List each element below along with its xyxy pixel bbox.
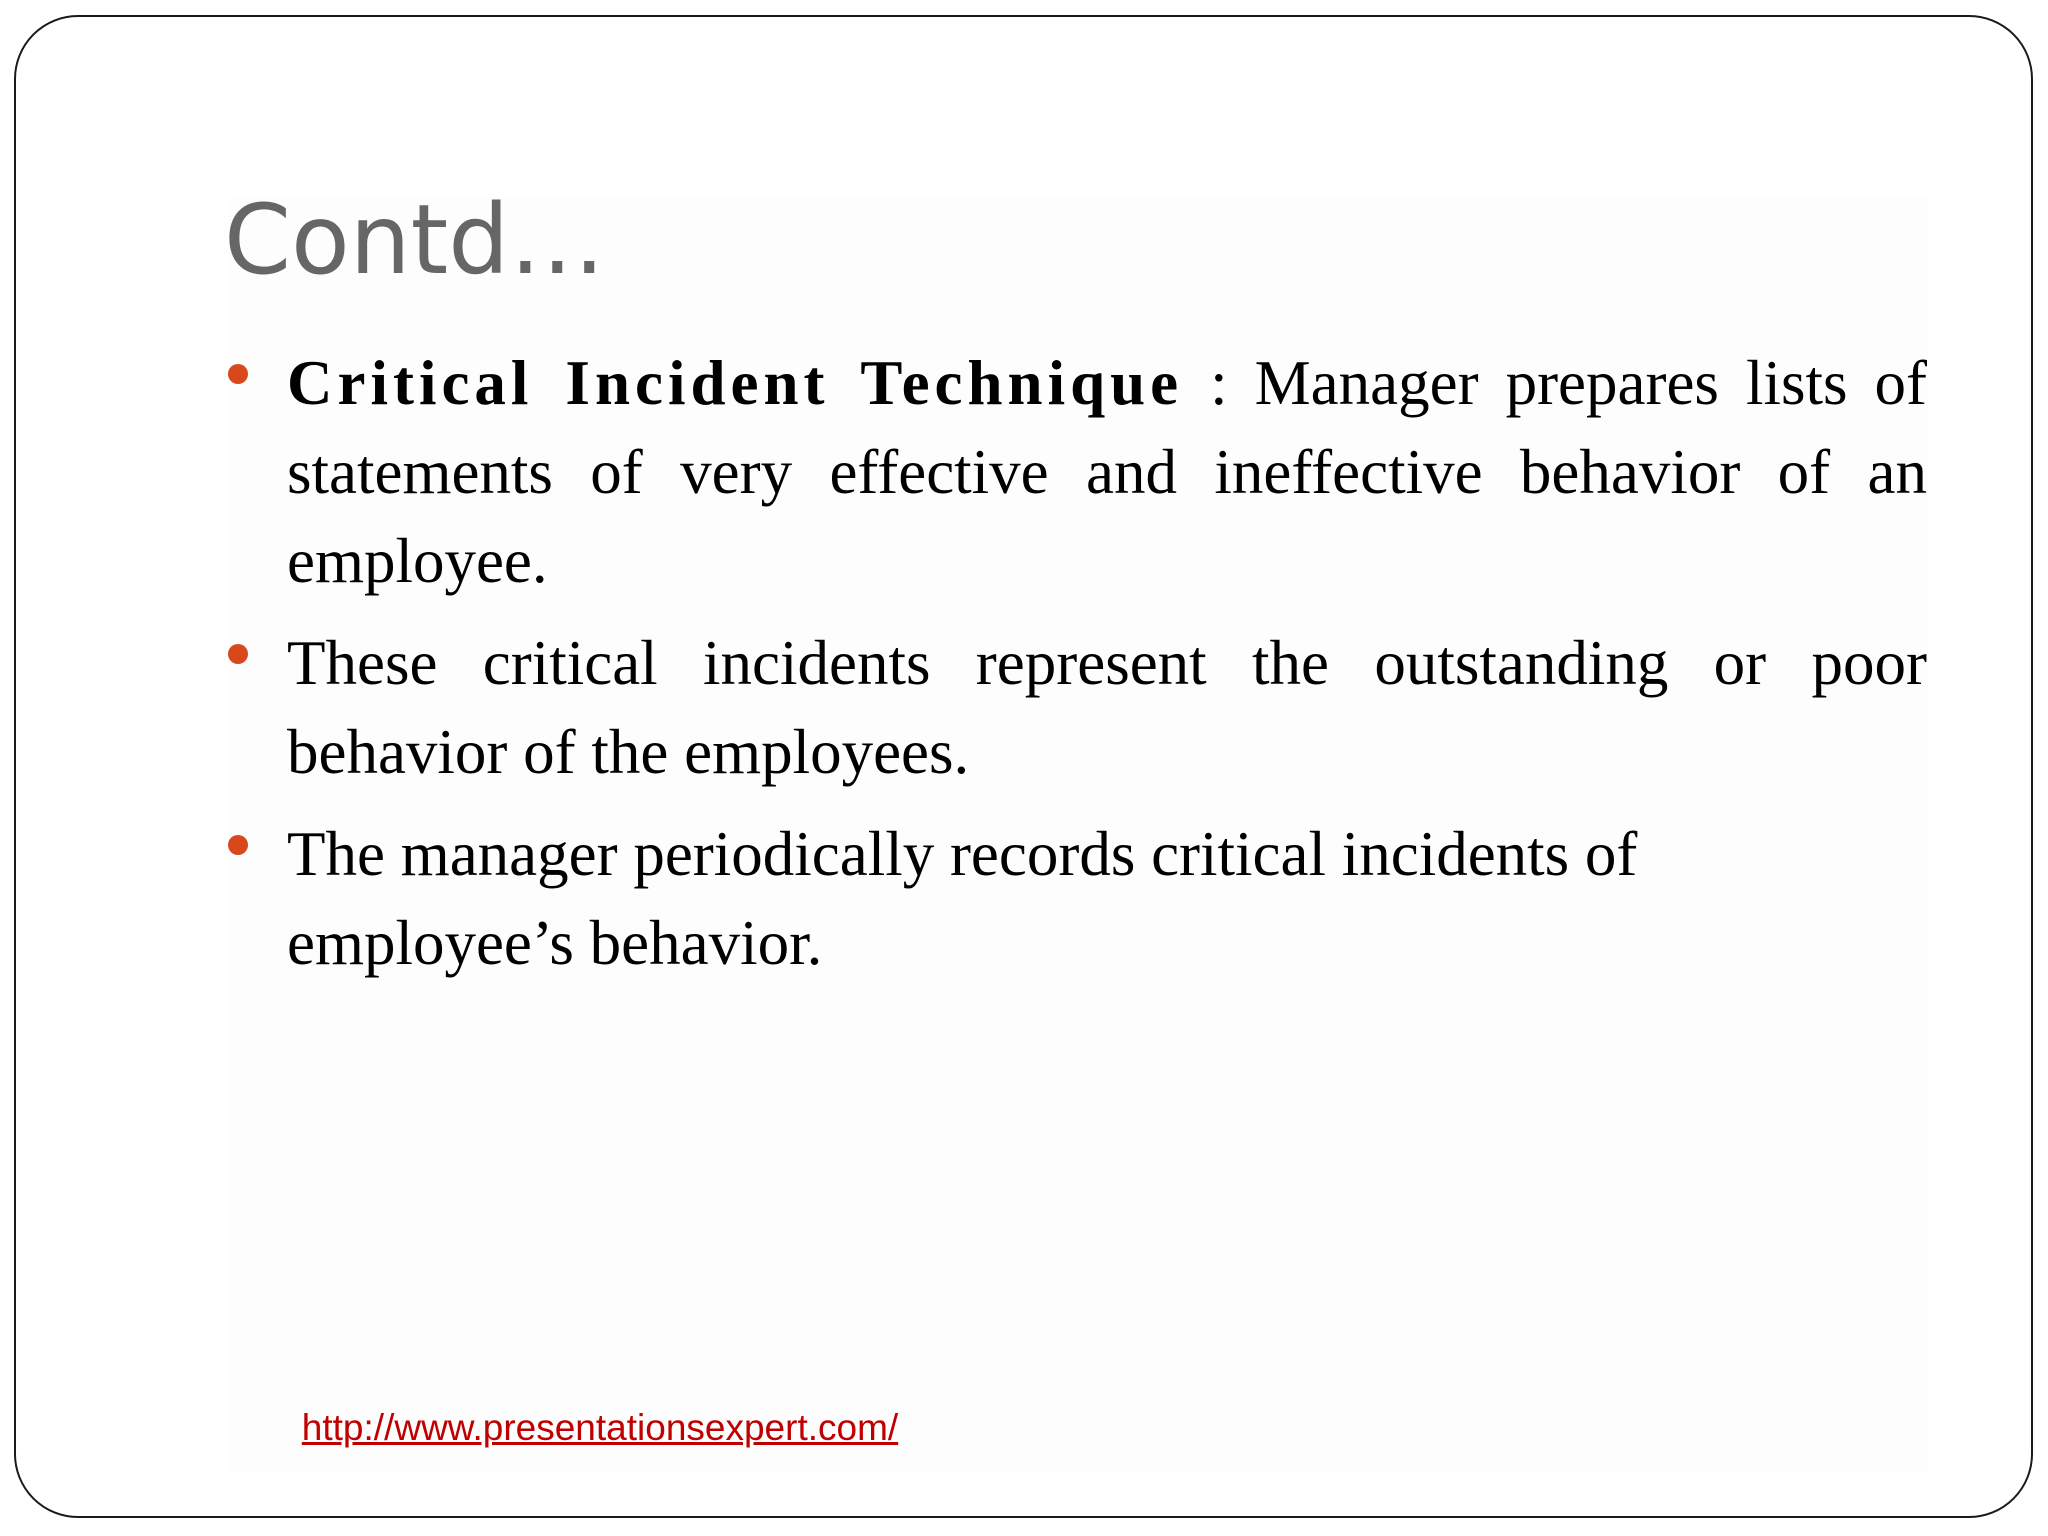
bullet-item-critical-incident — [287, 339, 1927, 606]
bullet-item-manager-records — [287, 810, 1927, 988]
bullet-dot-icon — [228, 644, 248, 664]
bullet-text: These critical incidents represent the outstanding or poor behavior of the employees. — [287, 628, 1927, 787]
slide-title: Contd… — [224, 184, 606, 296]
bullet-item-critical-incidents-represent — [287, 619, 1927, 797]
bullet-term: Critical Incident Technique — [287, 348, 1184, 418]
bullet-dot-icon — [228, 364, 248, 384]
footer-link[interactable]: http://www.presentationsexpert.com/ — [301, 1407, 899, 1448]
bullet-dot-icon — [228, 835, 248, 855]
bullet-list — [287, 339, 1927, 1001]
bullet-text: : Manager prepares lists of statements of very effective and ineffective behavior of an employee. — [287, 348, 1927, 596]
bullet-text: The manager periodically records critical incidents of employee’s behavior. — [287, 819, 1638, 978]
